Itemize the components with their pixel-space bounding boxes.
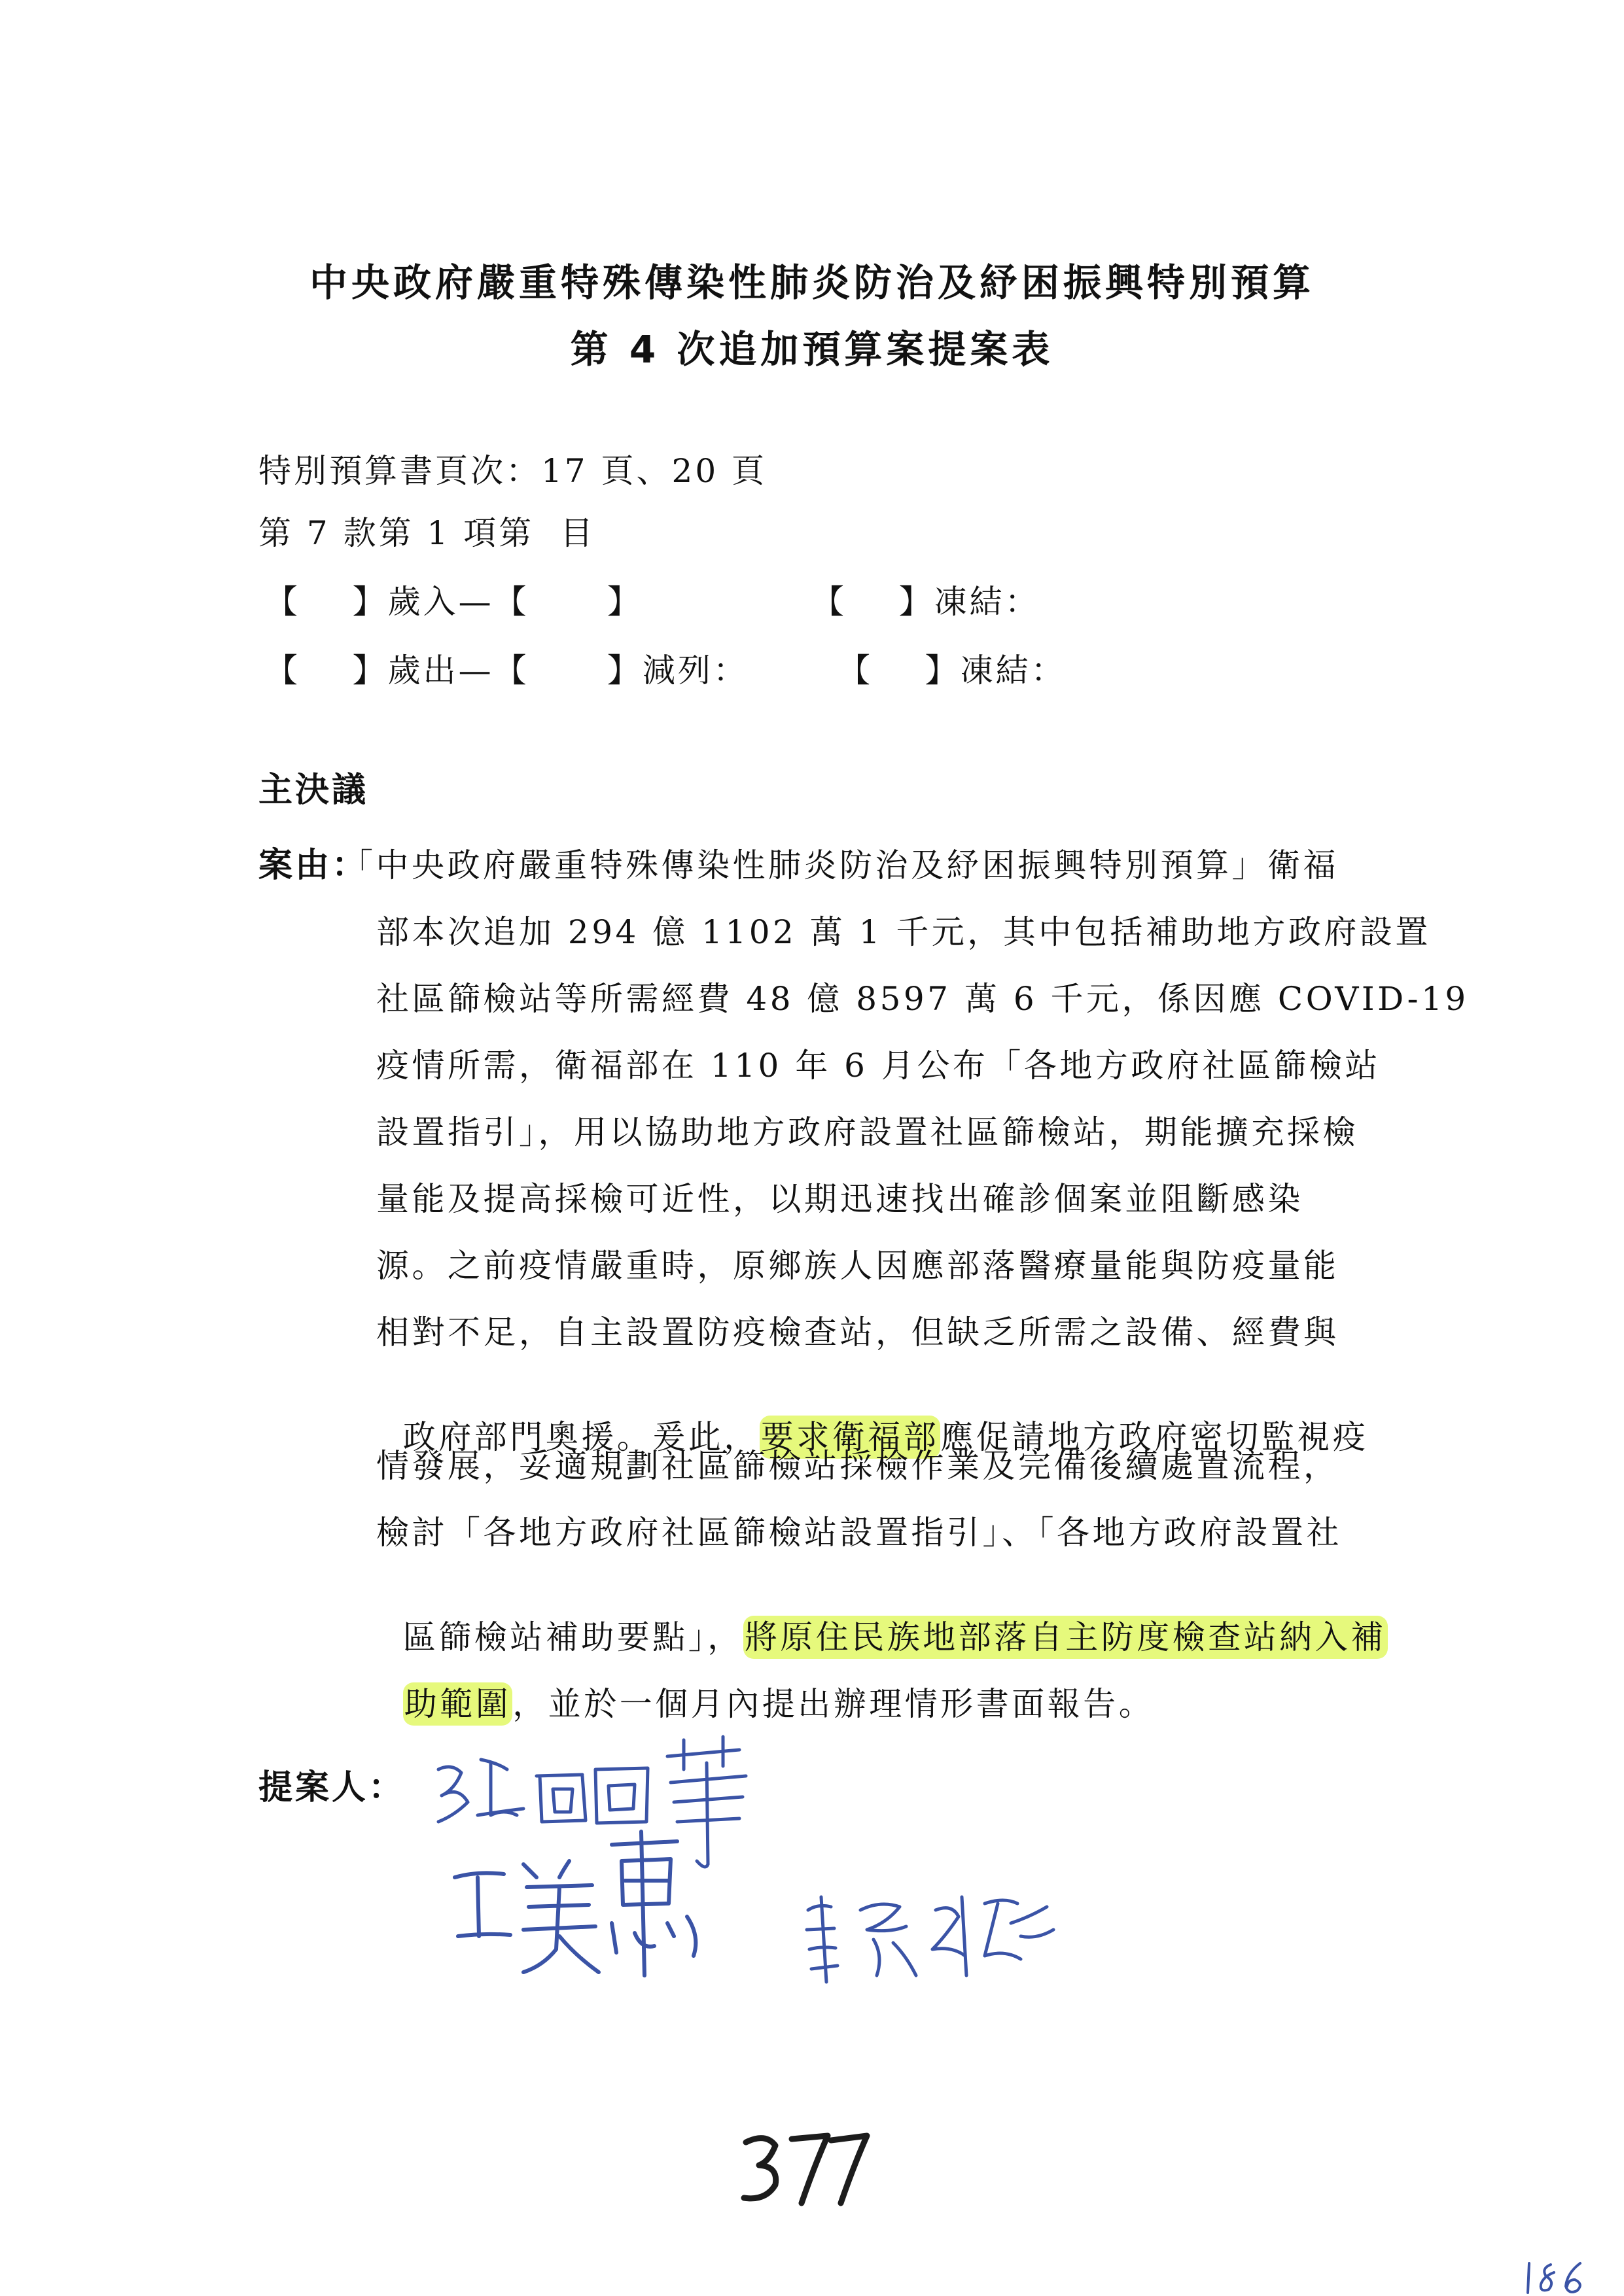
reason-line: 設置指引」，用以協助地方政府設置社區篩檢站，期能擴充採檢 <box>376 1113 1358 1151</box>
reason-line: 情發展，妥適規劃社區篩檢站採檢作業及完備後續處置流程， <box>376 1447 1339 1485</box>
signature-2 <box>445 1825 733 1982</box>
reason-line: 源。之前疫情嚴重時，原鄉族人因應部落醫療量能與防疫量能 <box>376 1247 1339 1285</box>
reason-line: 相對不足，自主設置防疫檢查站，但缺乏所需之設備、經費與 <box>376 1313 1339 1351</box>
reason-line-with-highlight <box>376 1640 1154 1725</box>
revenue-freeze: 【 】凍結： <box>811 583 1040 621</box>
reason-text: 區篩檢站補助要點」， <box>402 1618 743 1656</box>
highlighted-text: 要求衛福部 <box>760 1416 941 1459</box>
reason-line: 社區篩檢站等所需經費 48 億 8597 萬 6 千元，係因應 COVID-19 <box>376 980 1469 1018</box>
revenue-row: 【 】歲入—【 】 <box>265 583 643 621</box>
corner-note <box>1521 2257 1593 2296</box>
highlighted-text: 助範圍 <box>403 1682 513 1726</box>
reason-label: 案由： <box>258 846 369 885</box>
budget-pages-line: 特別預算書頁次：17 頁、20 頁 <box>258 452 768 490</box>
handwritten-page-number <box>736 2126 874 2211</box>
reason-line: 部本次追加 294 億 1102 萬 1 千元，其中包括補助地方政府設置 <box>376 913 1431 951</box>
budget-item-line: 第 7 款第 1 項第 目 <box>258 514 595 552</box>
reason-line: 檢討「各地方政府社區篩檢站設置指引」、「各地方政府設置社 <box>376 1514 1342 1552</box>
document-title-line-1: 中央政府嚴重特殊傳染性肺炎防治及紓困振興特別預算 <box>309 260 1315 305</box>
section-heading: 主決議 <box>258 771 369 810</box>
highlighted-text: 將原住民族地部落自主防度檢查站納入補 <box>743 1616 1388 1659</box>
reason-text: ，並於一個月內提出辦理情形書面報告。 <box>512 1685 1155 1723</box>
reason-text: 應促請地方政府密切監視疫 <box>940 1418 1369 1456</box>
reason-text: 政府部門奧援。爰此， <box>402 1418 760 1456</box>
reason-line: 量能及提高採檢可近性，以期迅速找出確診個案並阻斷感染 <box>376 1180 1303 1218</box>
expense-row: 【 】歲出—【 】減列： <box>265 652 749 689</box>
reason-line: 「中央政府嚴重特殊傳染性肺炎防治及紓困振興特別預算」衛福 <box>340 846 1339 884</box>
reason-line: 疫情所需，衛福部在 110 年 6 月公布「各地方政府社區篩檢站 <box>376 1047 1381 1085</box>
signature-3 <box>795 1877 1070 1995</box>
document-title-line-2: 第 4 次追加預算案提案表 <box>570 327 1054 372</box>
proposer-label: 提案人： <box>258 1768 406 1807</box>
expense-freeze: 【 】凍結： <box>838 652 1067 689</box>
